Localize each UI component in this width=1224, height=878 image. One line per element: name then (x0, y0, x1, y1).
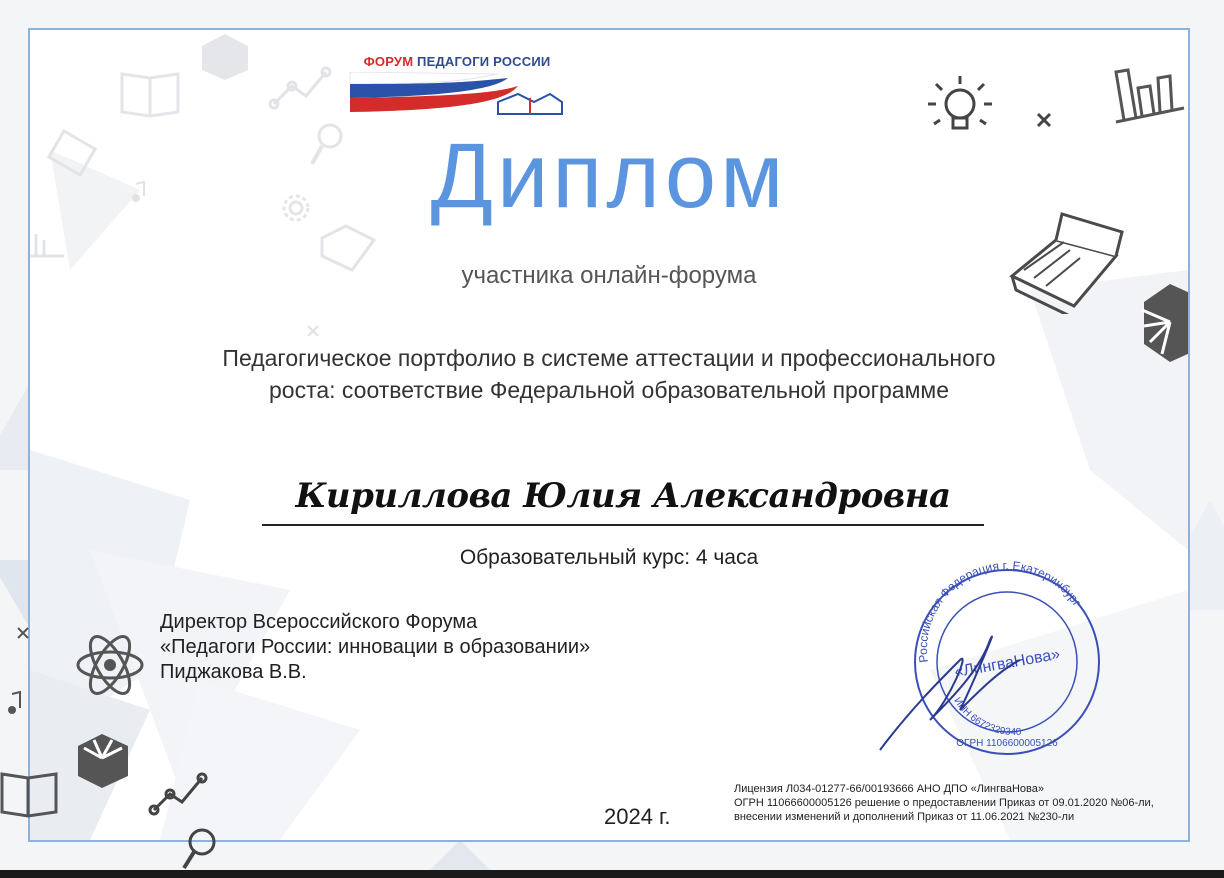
name-underline (262, 524, 984, 526)
stamp-ogrn: ОГРН 1106600005126 (956, 738, 1058, 749)
diploma-frame (28, 28, 1190, 842)
official-stamp (850, 550, 1110, 760)
logo-text-blue: ПЕДАГОГИ РОССИИ (417, 54, 551, 69)
license-line-2: ОГРН 11066600005126 решение о предоставлении Приказ от 09.01.2020 №06-ли, (734, 797, 1154, 809)
cube-icon (200, 32, 250, 82)
stamp-center-text: «ЛингваНова» (953, 645, 1062, 682)
diploma-title: Диплом (430, 125, 788, 227)
x-mark-icon (16, 626, 30, 640)
book-cube-icon (74, 732, 132, 790)
bar-chart-icon (1110, 48, 1188, 128)
issue-year: 2024 г. (604, 804, 671, 829)
logo-flag-ribbon (348, 72, 566, 120)
logo-title (348, 54, 566, 69)
graph-icon (268, 66, 332, 110)
x-mark-icon (306, 324, 320, 338)
course-duration: Образовательный курс: 4 часа (459, 546, 759, 569)
director-block (160, 610, 590, 685)
svg-text:Российская Федерация г. Екатер (916, 558, 1084, 663)
topic-line-1: Педагогическое портфолио в системе аттестации и профессионального (222, 345, 996, 371)
magnifier-dark-icon (180, 826, 220, 870)
license-info (734, 782, 1154, 824)
x-mark-icon (1036, 112, 1052, 128)
license-line-1: Лицензия Л034-01277-66/00193666 АНО ДПО «ЛингваНова» (734, 783, 1044, 795)
director-line-2: «Педагоги России: инновации в образовании» (160, 636, 591, 658)
book-icon (118, 68, 184, 118)
stamp-outer-text: Российская Федерация г. Екатеринбург (915, 558, 1085, 664)
diploma-subtitle: участника онлайн-форума (461, 262, 757, 289)
open-book-icon (1004, 206, 1134, 314)
book-dark-icon (1134, 282, 1188, 364)
bottom-edge (0, 870, 1224, 878)
bar-chart-small-icon (30, 220, 68, 260)
forum-topic (160, 342, 1058, 406)
svg-text:ИНН 6672329340 (951, 696, 1022, 738)
recipient-name: Кириллова Юлия Александровна (295, 476, 951, 516)
logo-text-red: ФОРУМ (363, 54, 414, 69)
atom-icon (72, 630, 148, 700)
book-outline-icon (0, 768, 60, 818)
license-line-3: внесении изменений и дополнений Приказ от 11.06.2021 №230-ли (734, 811, 1075, 823)
graph-dark-icon (148, 770, 208, 816)
director-name: Пиджакова В.В. (160, 661, 307, 683)
forum-logo (348, 50, 566, 120)
topic-line-2: роста: соответствие Федеральной образовательной программе (268, 377, 950, 403)
music-note-icon (6, 690, 24, 716)
director-line-1: Директор Всероссийского Форума (160, 611, 478, 633)
stamp-inn: ИНН 6672329340 (951, 695, 1022, 739)
